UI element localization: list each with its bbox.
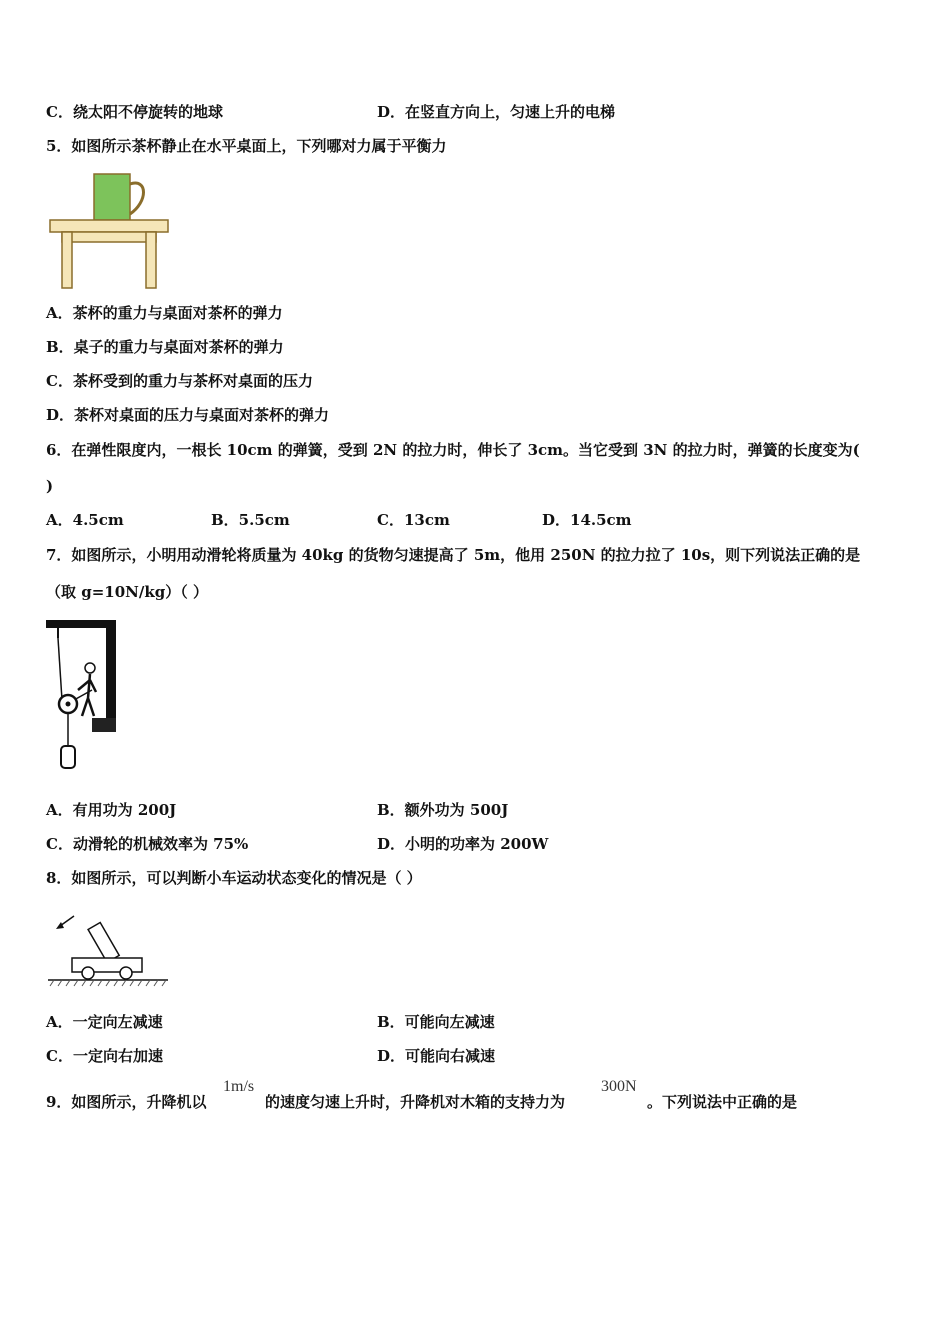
person-body [78, 674, 96, 716]
q9-stem-part1: 9．如图所示，升降机以 [46, 1093, 207, 1111]
q5-option-c: C．茶杯受到的重力与茶杯对桌面的压力 [46, 372, 313, 390]
q7-option-d: D．小明的功率为 200W [377, 835, 549, 853]
pulley-figure [44, 618, 122, 778]
teacup-handle [130, 183, 144, 214]
cart-wheel-right [120, 967, 132, 979]
q9-force-value: 300N [601, 1078, 637, 1095]
q6-stem-line1: 6．在弹性限度内，一根长 10cm 的弹簧，受到 2N 的拉力时，伸长了 3cm。当它受到 3N 的拉力时，弹簧的长度变为( [46, 441, 860, 459]
q5-stem: 5．如图所示茶杯静止在水平桌面上，下列哪对力属于平衡力 [46, 137, 447, 155]
q7-option-b: B．额外功为 500J [377, 801, 509, 819]
q8-option-a: A．一定向左减速 [46, 1013, 163, 1031]
q9-speed-value: 1m/s [223, 1078, 255, 1095]
q9-stem-part3: 。下列说法中正确的是 [647, 1093, 798, 1111]
q4-option-c: C．绕太阳不停旋转的地球 [46, 103, 223, 121]
table-leg-left [62, 232, 72, 288]
person-head [85, 663, 95, 673]
q8-option-b: B．可能向左减速 [377, 1013, 495, 1031]
teacup-on-table-figure [48, 170, 172, 292]
q5-option-b: B．桌子的重力与桌面对茶杯的弹力 [46, 338, 284, 356]
q4-option-d: D．在竖直方向上，匀速上升的电梯 [377, 103, 616, 121]
q7-stem-line2: （取 g=10N/kg）（ ） [46, 583, 208, 601]
q6-stem-line2: ) [46, 477, 54, 495]
ceiling-beam [46, 620, 116, 628]
table-leg-right [146, 232, 156, 288]
platform [92, 718, 116, 732]
q7-option-c: C．动滑轮的机械效率为 75% [46, 835, 249, 853]
q7-option-a: A．有用功为 200J [46, 801, 177, 819]
table-top [50, 220, 168, 232]
load-weight [61, 746, 75, 768]
rope-left [58, 638, 62, 700]
q9-stem-part2: 的速度匀速上升时，升降机对木箱的支持力为 [265, 1093, 566, 1111]
cart-wheel-left [82, 967, 94, 979]
q7-stem-line1: 7．如图所示，小明用动滑轮将质量为 40kg 的货物匀速提高了 5m，他用 250N 的拉力拉了 10s，则下列说法正确的是 [46, 546, 861, 564]
q6-option-d: D．14.5cm [542, 511, 632, 529]
q8-stem: 8．如图所示，可以判断小车运动状态变化的情况是（ ） [46, 869, 422, 887]
q8-option-d: D．可能向右减速 [377, 1047, 496, 1065]
q5-option-d: D．茶杯对桌面的压力与桌面对茶杯的弹力 [46, 406, 330, 424]
q5-option-a: A．茶杯的重力与桌面对茶杯的弹力 [46, 304, 283, 322]
q6-option-c: C．13cm [377, 511, 450, 529]
teacup [94, 174, 130, 220]
q6-option-a: A．4.5cm [46, 511, 124, 529]
table-rail [62, 232, 156, 242]
q6-option-b: B．5.5cm [211, 511, 290, 529]
q8-option-c: C．一定向右加速 [46, 1047, 163, 1065]
tilted-block [88, 922, 119, 962]
frame-post [106, 620, 116, 732]
cart-figure [46, 912, 170, 992]
